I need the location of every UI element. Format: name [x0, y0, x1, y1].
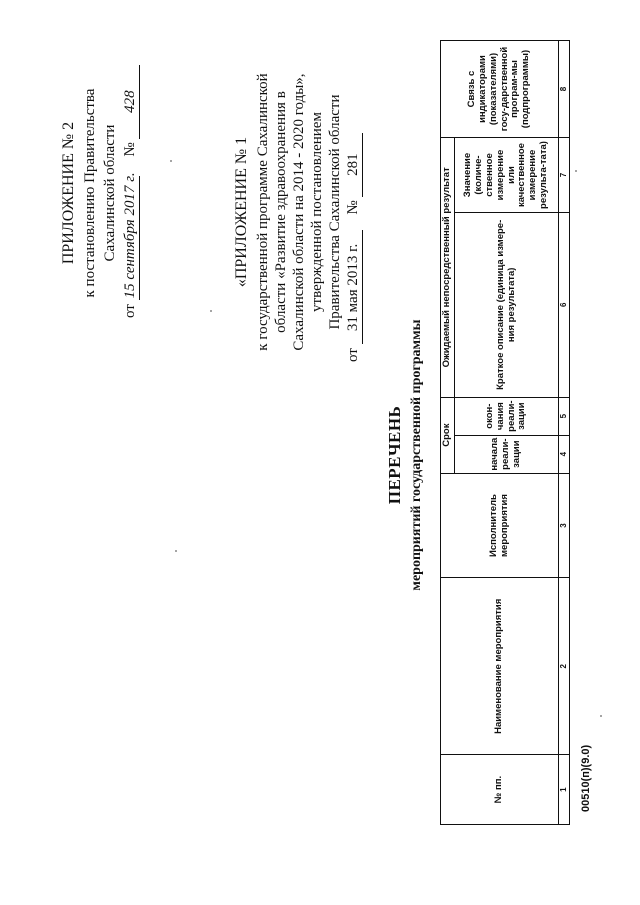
column-number: 8	[559, 41, 570, 138]
appendix2-number: 428	[122, 65, 140, 139]
appendix2-date-line	[122, 48, 144, 338]
appendix1-line4: утвержденной постановлением	[309, 112, 325, 312]
column-number: 2	[559, 578, 570, 755]
appendix1-line5: Правительства Сахалинской области	[327, 94, 343, 330]
col-number-header: № пп.	[441, 755, 559, 825]
scan-speck	[575, 170, 577, 172]
col-result-header: Ожидаемый непосредственный результат	[441, 138, 455, 398]
footer-code: 00510(п)(9.0)	[580, 744, 592, 812]
column-number: 4	[559, 435, 570, 473]
col-term-end: окон-чания реали-зации	[455, 397, 559, 435]
column-number: 6	[559, 213, 570, 398]
column-number: 3	[559, 473, 570, 578]
appendix2-title: ПРИЛОЖЕНИЕ № 2	[60, 121, 77, 265]
appendix2-date: 15 сентября 2017 г.	[122, 172, 138, 299]
col-indicators-header: Связь с индикаторами (показателями) госу-дарственной програм-мы (подпрограммы)	[441, 41, 559, 138]
appendix2-line1: к постановлению Правительства	[82, 88, 98, 298]
scan-speck	[600, 715, 602, 717]
column-number: 1	[559, 755, 570, 825]
column-number: 7	[559, 138, 570, 213]
measures-table-wrap	[440, 40, 570, 825]
appendix1-line3: Сахалинской области на 2014 - 2020 годы»,	[291, 73, 307, 351]
col-result-value: Значение (количе-ственное измерение или качественное измерение результа-тата)	[455, 138, 559, 213]
document-title: ПЕРЕЧЕНЬ	[385, 405, 404, 505]
appendix2-line2: Сахалинской области	[102, 124, 118, 262]
appendix1-number: 281	[345, 133, 363, 197]
appendix1-block	[233, 52, 365, 372]
scan-speck	[170, 160, 172, 162]
appendix1-num-prefix: №	[345, 200, 361, 215]
col-result-desc: Краткое описание (единица измере-ния результата)	[455, 213, 559, 398]
col-term-header: Срок	[441, 397, 455, 473]
scan-speck	[210, 310, 212, 312]
scan-speck	[175, 550, 177, 552]
appendix1-date: 31 мая 2013 г.	[345, 230, 363, 344]
appendix1-line1: к государственной программе Сахалинской	[255, 73, 271, 351]
col-name-header: Наименование мероприятия	[441, 578, 559, 755]
appendix1-date-line	[345, 52, 365, 372]
appendix1-title: «ПРИЛОЖЕНИЕ № 1	[233, 136, 250, 288]
document-subtitle: мероприятий государственной программы	[409, 319, 424, 591]
col-executor-header: Исполнитель мероприятия	[441, 473, 559, 578]
appendix1-date-prefix: от	[345, 348, 361, 362]
measures-table	[440, 40, 570, 825]
heading-block	[385, 290, 429, 620]
column-number: 5	[559, 397, 570, 435]
appendix2-block	[60, 48, 144, 338]
col-term-start: начала реали-зации	[455, 435, 559, 473]
appendix1-line2: области «Развитие здравоохранения в	[273, 91, 289, 333]
appendix2-num-prefix: №	[122, 142, 138, 157]
appendix2-date-prefix: от	[122, 304, 138, 318]
column-numbers-row	[559, 41, 570, 825]
